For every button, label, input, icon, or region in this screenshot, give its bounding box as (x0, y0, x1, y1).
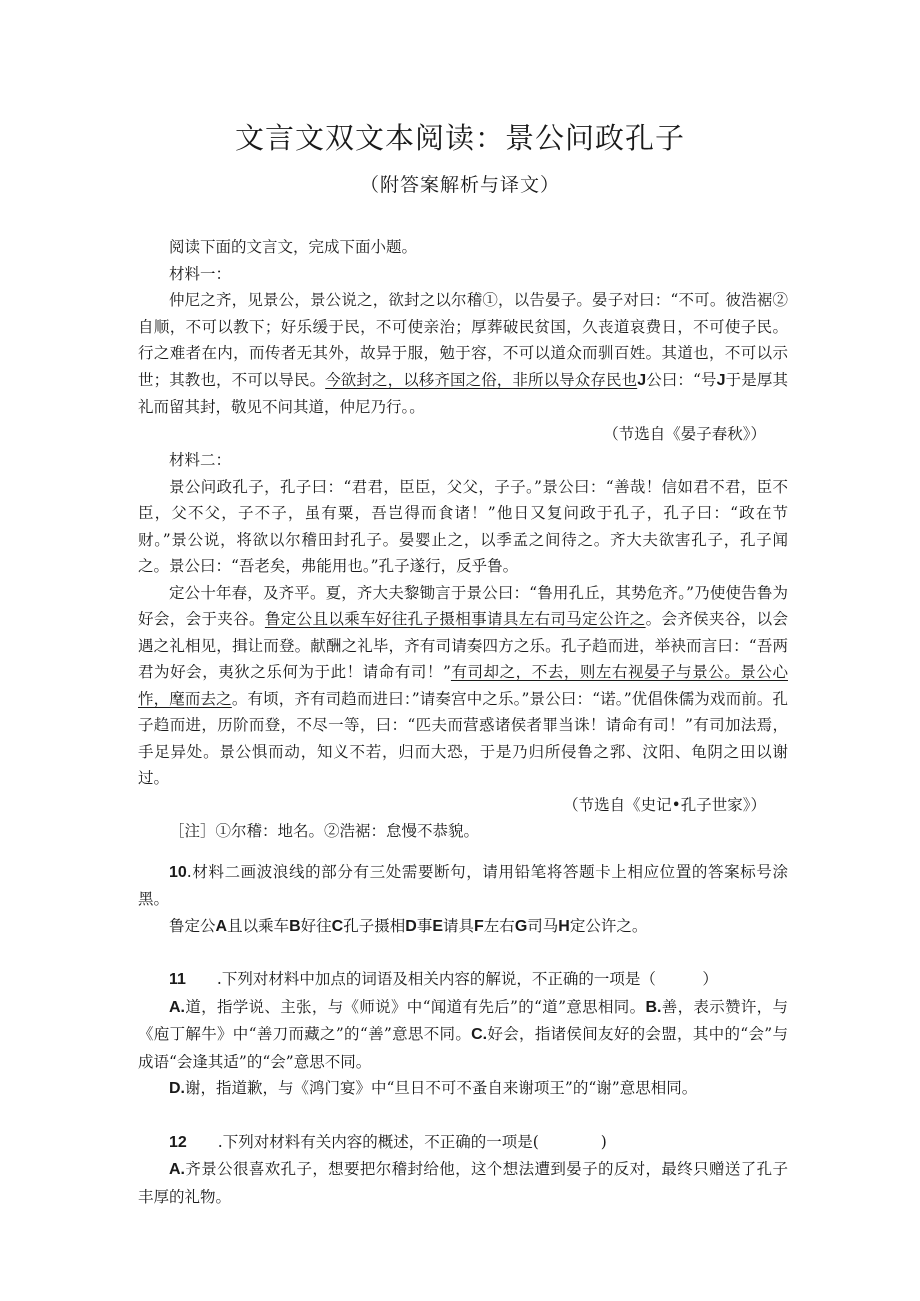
question-10-text: .材料二画波浪线的部分有三处需要断句，请用铅笔将答题卡上相应位置的答案标号涂黑。 (138, 862, 788, 908)
q11-option-c-label: C. (471, 1026, 488, 1043)
question-12-text: .下列对材料有关内容的概述，不正确的一项是( ) (186, 1132, 607, 1151)
q12-option-a-text: 齐景公很喜欢孔子，想要把尔稽封给他，这个想法遭到晏子的反对，最终只赠送了孔子丰厚的礼物。 (138, 1160, 788, 1206)
q11-option-b-label: B. (645, 998, 662, 1016)
q10-mark-g: G (514, 917, 528, 935)
question-11-stem (138, 966, 788, 994)
document-body (138, 234, 788, 1210)
document-title: 文言文双文本阅读：景公问政孔子 (234, 121, 685, 155)
annotation-note: ［注］①尔稽：地名。②浩裾：怠慢不恭貌。 (169, 822, 480, 840)
q10-seg: 事 (416, 916, 433, 935)
q10-seg: 请具 (443, 916, 475, 935)
m1-text-b: 公曰：“号 (646, 370, 717, 389)
m1-underlined-sentence: 今欲封之，以移齐国之俗，非所以导众存民也 (325, 370, 638, 389)
document-subtitle: （附答案解析与译文） (359, 174, 560, 196)
q10-seg: 孔子摄相 (343, 916, 406, 935)
question-12-number: 12 (169, 1133, 187, 1151)
material-2-paragraph-2 (138, 580, 788, 792)
q11-option-c-text: 好会，指诸侯间友好的会盟，其中的“会”与成语“会逢其适”的“会”意思不同。 (138, 1025, 788, 1071)
material-1-source: （节选自《晏子春秋》） (603, 424, 766, 443)
material-2-paragraph-1: 景公问政孔子，孔子曰：“君君，臣臣，父父，子子。”景公曰：“善哉！信如君不君，臣不臣，父不父，子不子，虽有粟，吾岂得而食诸！”他日又复问政于孔子，孔子曰：“政在节财。”景公说，将欲以尔稽田封孔子。晏婴止之，以季孟之间待之。齐大夫欲害孔子，孔子闻之。景公曰：“吾老矣，弗能用也。”孔子遂行，反乎鲁。 (138, 477, 788, 575)
question-11-option-d (138, 1075, 788, 1103)
question-10-stem (138, 859, 788, 913)
q10-seg: 且以乘车 (227, 916, 290, 935)
m1-text-c: 于是厚其礼而留其封，敬见不问其道，仲尼乃行。。 (138, 370, 788, 416)
q11-option-a-text: 道，指学说、主张，与《师说》中“闻道有先后”的“道”意思相同。 (185, 997, 646, 1016)
q11-option-d-label: D. (169, 1080, 185, 1097)
m1-mark-j2: J (716, 371, 726, 389)
question-12-option-a (138, 1156, 788, 1210)
m2-text-b: 。会齐侯夹谷，以会遇之礼相见，揖让而登。献酬之礼毕，齐有司请奏四方之乐。孔子趋而进，举袂而言曰：“吾两君为好会，夷狄之乐何为于此！请命有司！” (138, 610, 788, 681)
instruction: 阅读下面的文言文，完成下面小题。 (169, 238, 418, 256)
m2-text-a: 定公十年春，及齐平。夏，齐大夫黎锄言于景公曰：“鲁用孔丘，其势危齐。”乃使使告鲁为好会，会于夹谷。 (138, 583, 788, 628)
material-2-source: （节选自《史记•孔子世家》） (563, 795, 766, 814)
q10-seg: 好往 (300, 916, 332, 935)
m2-text-c: 。有顷，齐有司趋而进曰：”请奏宫中之乐。”景公曰：“诺。”优倡侏儒为戏而前。孔子趋而进，历阶而登，不尽一等，曰：“匹夫而营惑诸侯者罪当诛！请命有司！”有司加法焉，手足异处。景公惧而动，知义不若，归而大恐，于是乃归所侵鲁之郛、汶阳、龟阴之田以谢过。 (138, 689, 788, 787)
question-12-stem (138, 1129, 788, 1157)
question-11-text: .下列对材料中加点的词语及相关内容的解说，不正确的一项是（ ） (185, 970, 718, 988)
q10-seg: 鲁定公 (169, 916, 216, 935)
m2-underlined-sentence: 有司却之，不去，则左右视晏子与景公。景公心怍，麾而去之 (138, 663, 788, 708)
question-10-sentence (138, 913, 788, 941)
q11-option-b-text: 善，表示赞许，与《庖丁解牛》中“善刀而藏之”的“善”意思不同。 (138, 997, 788, 1043)
q10-mark-e: E (432, 917, 443, 935)
q10-seg: 左右 (483, 916, 515, 935)
question-11-number: 11 (169, 971, 186, 988)
question-10-number: 10 (169, 863, 187, 881)
q11-option-d-text: 谢，指道歉，与《鸿门宴》中“旦日不可不蚤自来谢项王”的“谢”意思相同。 (185, 1079, 698, 1097)
q10-mark-d: D (405, 917, 417, 935)
material-2-label: 材料二： (169, 451, 232, 469)
q10-mark-a: A (215, 917, 228, 935)
m1-mark-j1: J (637, 371, 647, 389)
material-1-paragraph (138, 287, 788, 421)
q10-mark-b: B (289, 917, 301, 935)
q10-mark-c: C (331, 917, 344, 935)
q10-seg: 司马 (527, 916, 559, 935)
q10-seg: 定公许之。 (569, 916, 648, 935)
q10-mark-h: H (558, 917, 570, 935)
q10-mark-f: F (474, 917, 484, 935)
m1-text-a: 仲尼之齐，见景公，景公说之，欲封之以尔稽①，以告晏子。晏子对曰：“不可。彼浩裾②自顺，不可以教下；好乐缓于民，不可使亲治；厚葬破民贫国，久丧道哀费日，不可使子民。行之难者在内，而传者无其外，故异于服，勉于容，不可以道众而驯百姓。其道也，不可以示世；其教也，不可以导民。 (138, 291, 788, 389)
q11-option-a-label: A. (169, 998, 185, 1016)
question-11-options-abc (138, 994, 788, 1076)
material-1-label: 材料一： (169, 264, 232, 283)
m2-wavy-sentence: 鲁定公且以乘车好往孔子摄相事请具左右司马定公许之 (264, 610, 646, 628)
q12-option-a-label: A. (169, 1161, 185, 1178)
